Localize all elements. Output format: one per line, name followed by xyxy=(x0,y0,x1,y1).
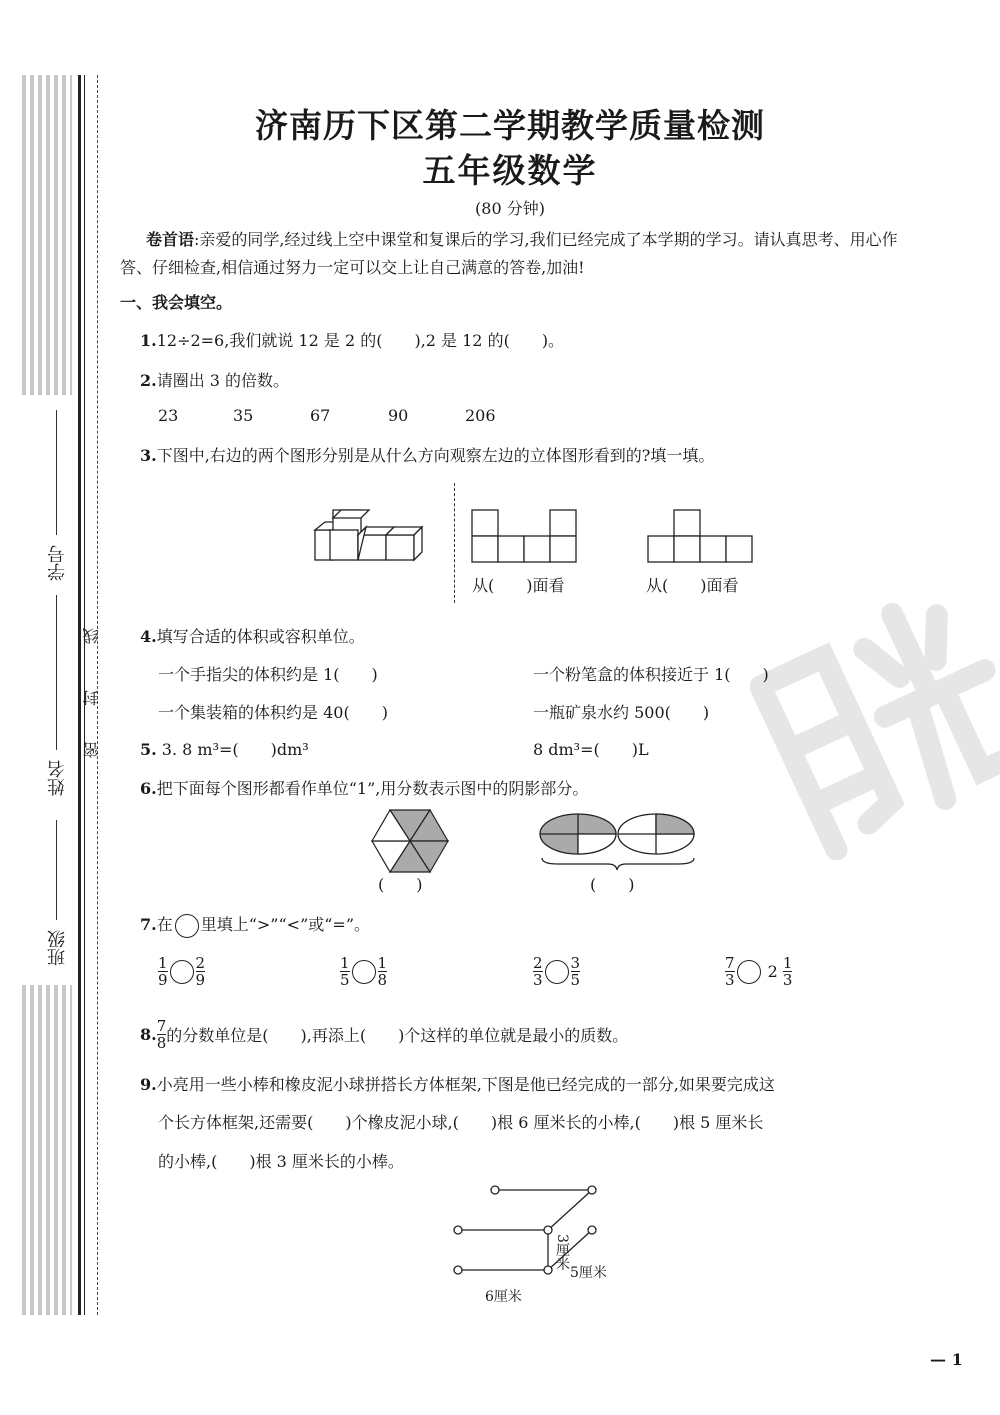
class-line xyxy=(56,820,57,920)
fraction: $\frac{2}{9}$ xyxy=(195,954,206,989)
q2-number-23[interactable]: 23 xyxy=(158,406,179,425)
q4-item-3[interactable]: 一个集装箱的体积约是 40( ) xyxy=(158,703,388,722)
intro-text: :亲爱的同学,经过线上空中课堂和复课后的学习,我们已经完成了本学期的学习。请认真思考、用心作答、仔细检查,相信通过努力一定可以交上让自己满意的答卷,加油! xyxy=(120,230,898,277)
q9-label-3cm: 3厘米 xyxy=(554,1234,570,1271)
q7-text-pre: 在 xyxy=(156,915,173,934)
compare-circle[interactable] xyxy=(545,960,569,984)
q4-item-2[interactable]: 一个粉笔盒的体积接近于 1( ) xyxy=(533,665,769,684)
q7-pair-3 xyxy=(533,955,580,988)
fraction: $\frac{7}{8}$ xyxy=(156,1017,167,1052)
fraction: $\frac{7}{3}$ xyxy=(725,954,735,989)
question-9 xyxy=(140,1072,775,1095)
q6-ellipses xyxy=(538,812,698,872)
question-8 xyxy=(140,1018,628,1051)
q7-pair-2 xyxy=(340,955,387,988)
q7-number: 7. xyxy=(140,915,157,934)
page-title: 济南历下区第二学期教学质量检测 xyxy=(255,106,765,145)
q9-line-3[interactable]: 的小棒,( )根 3 厘米长的小棒。 xyxy=(158,1152,404,1171)
q4-text: 填写合适的体积或容积单位。 xyxy=(156,627,365,646)
compare-circle[interactable] xyxy=(737,960,761,984)
q5-number: 5. xyxy=(140,740,157,759)
q4-item-1[interactable]: 一个手指尖的体积约是 1( ) xyxy=(158,665,378,684)
q7-text-post: 里填上“>”“<”或“=”。 xyxy=(200,915,371,934)
name-label: 姓名 xyxy=(47,760,68,796)
q9-line-1: 小亮用一些小棒和橡皮泥小球拼搭长方体框架,下图是他已经完成的一部分,如果要完成这 xyxy=(156,1075,775,1094)
question-5 xyxy=(140,737,309,760)
seal-feng: 封 xyxy=(82,690,101,706)
question-1 xyxy=(140,328,564,351)
q6-text: 把下面每个图形都看作单位“1”,用分数表示图中的阴影部分。 xyxy=(156,779,589,798)
class-label: 班级 xyxy=(47,930,68,966)
q7-pair-4: $\frac{7}{3}$ 2 $\frac{1}{3}$ xyxy=(725,954,793,989)
question-6 xyxy=(140,776,588,799)
fraction: $\frac{2}{3}$ xyxy=(533,954,543,989)
q5-a[interactable]: 3. 8 m³=( )dm³ xyxy=(161,740,309,759)
q4-number: 4. xyxy=(140,627,157,646)
q5-b[interactable]: 8 dm³=( )L xyxy=(533,740,649,759)
intro-paragraph xyxy=(120,226,920,282)
q2-text: 请圈出 3 的倍数。 xyxy=(156,371,290,390)
q3-divider xyxy=(454,483,455,603)
q7-pair-1 xyxy=(158,955,205,988)
student-number-line xyxy=(56,410,57,535)
fraction: $\frac{1}{8}$ xyxy=(377,954,388,989)
question-7 xyxy=(140,912,370,938)
fraction: $\frac{1}{3}$ xyxy=(782,954,793,989)
intro-label: 卷首语 xyxy=(146,230,195,249)
q2-number: 2. xyxy=(140,371,157,390)
q3-number: 3. xyxy=(140,446,157,465)
q3-text: 下图中,右边的两个图形分别是从什么方向观察左边的立体图形看到的?填一填。 xyxy=(156,446,715,465)
q1-number: 1. xyxy=(140,331,157,350)
fraction: $\frac{1}{9}$ xyxy=(158,954,168,989)
q1-text[interactable]: 12÷2=6,我们就说 12 是 2 的( ),2 是 12 的( )。 xyxy=(156,331,565,350)
fraction: $\frac{3}{5}$ xyxy=(570,954,581,989)
student-number-label: 学号 xyxy=(47,545,68,581)
q8-number: 8. xyxy=(140,1025,157,1044)
q3-view-a xyxy=(470,508,580,564)
seal-mi: 密 xyxy=(82,742,101,758)
question-4 xyxy=(140,624,365,647)
q9-line-2[interactable]: 个长方体框架,还需要( )个橡皮泥小球,( )根 6 厘米长的小棒,( )根 5 厘米长 xyxy=(158,1113,764,1132)
watermark-logo xyxy=(750,600,1000,860)
q2-number-90[interactable]: 90 xyxy=(388,406,409,425)
seal-xian: 线 xyxy=(82,628,101,644)
page-subtitle: 五年级数学 xyxy=(422,151,598,190)
q3-label-b[interactable]: 从( )面看 xyxy=(646,576,739,595)
q9-label-5cm: 5厘米 xyxy=(570,1265,607,1281)
q3-solid-figure xyxy=(310,505,430,565)
compare-circle[interactable] xyxy=(352,960,376,984)
compare-circle[interactable] xyxy=(170,960,194,984)
page-number: — 1 xyxy=(930,1350,963,1369)
q6-blank-b[interactable]: ( ) xyxy=(590,875,635,894)
name-line xyxy=(56,595,57,750)
fraction: $\frac{1}{5}$ xyxy=(340,954,350,989)
q6-number: 6. xyxy=(140,779,157,798)
q9-label-6cm: 6厘米 xyxy=(485,1289,522,1305)
binding-stripes-bottom xyxy=(22,985,72,1315)
q9-number: 9. xyxy=(140,1075,157,1094)
circle-icon xyxy=(175,914,199,938)
q3-label-a[interactable]: 从( )面看 xyxy=(472,576,565,595)
q3-view-b xyxy=(646,508,756,564)
q2-number-67[interactable]: 67 xyxy=(310,406,331,425)
exam-duration: (80 分钟) xyxy=(475,199,545,218)
q2-number-35[interactable]: 35 xyxy=(233,406,254,425)
q6-blank-a[interactable]: ( ) xyxy=(378,875,423,894)
q6-hexagon xyxy=(370,808,450,874)
question-2 xyxy=(140,368,289,391)
q4-item-4[interactable]: 一瓶矿泉水约 500( ) xyxy=(533,703,710,722)
q8-text[interactable]: 的分数单位是( ),再添上( )个这样的单位就是最小的质数。 xyxy=(166,1026,629,1045)
section-heading: 一、我会填空。 xyxy=(120,293,233,312)
question-3 xyxy=(140,443,714,466)
q2-number-206[interactable]: 206 xyxy=(465,406,496,425)
